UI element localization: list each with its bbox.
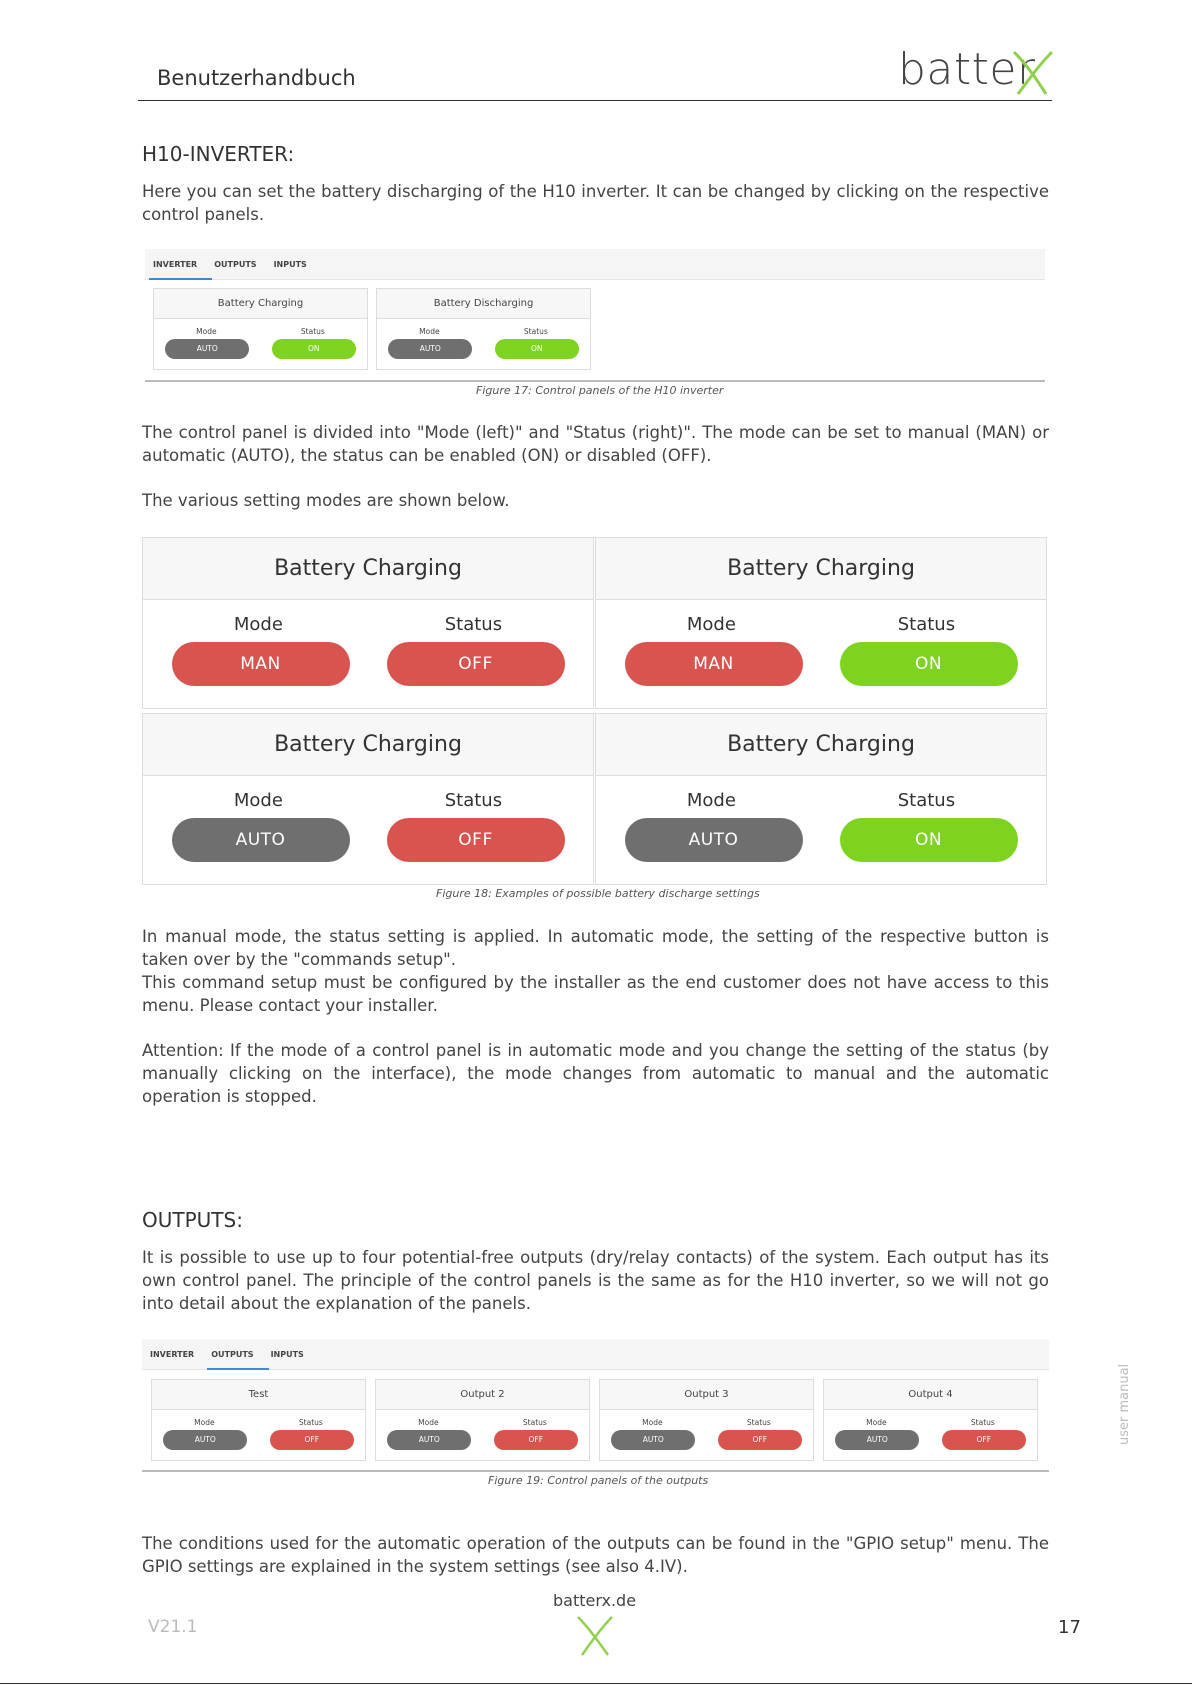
status-button[interactable]: OFF <box>718 1430 802 1450</box>
status-label: Status <box>444 614 503 635</box>
mode-button[interactable]: AUTO <box>163 1430 247 1450</box>
status-label: Status <box>522 1418 547 1427</box>
figure18-caption: Figure 18: Examples of possible battery discharge settings <box>436 887 760 900</box>
example-panel-man-off <box>142 537 594 709</box>
attention-paragraph: Attention: If the mode of a control panel is in automatic mode and you change the setting of the status (by manually clicking on the interface), the mode changes from automatic to manual and the automatic operation is stopped. <box>142 1041 1049 1106</box>
panel-title: Battery Charging <box>596 538 1046 600</box>
tab-inputs[interactable]: INPUTS <box>270 1349 304 1359</box>
mode-label: Mode <box>233 614 283 635</box>
mode-button[interactable]: AUTO <box>835 1430 919 1450</box>
figure17-screenshot <box>145 249 1045 382</box>
panel-title: Output 2 <box>376 1380 589 1410</box>
side-label: user manual <box>1117 1363 1132 1445</box>
example-panel-auto-on <box>595 713 1047 885</box>
status-label: Status <box>298 1418 323 1427</box>
panel-title: Battery Charging <box>143 538 593 600</box>
mode-label: Mode <box>196 327 217 336</box>
setting-modes-paragraph: The various setting modes are shown below. <box>142 491 510 510</box>
figure19-screenshot <box>142 1339 1049 1472</box>
section-heading-outputs: OUTPUTS: <box>142 1208 243 1232</box>
version-label: V21.1 <box>148 1617 198 1637</box>
status-button[interactable]: ON <box>495 339 579 359</box>
footer-site: batterx.de <box>553 1591 637 1610</box>
output-panel-test <box>151 1379 366 1461</box>
status-label: Status <box>746 1418 771 1427</box>
mode-label: Mode <box>418 1418 439 1427</box>
tab-outputs[interactable]: OUTPUTS <box>214 259 257 269</box>
gpio-paragraph: The conditions used for the automatic operation of the outputs can be found in the "GPIO setup" menu. The GPIO settings are explained in the system settings (see also 4.IV). <box>142 1534 1049 1576</box>
tab-bar <box>145 249 1045 280</box>
panel-title: Battery Charging <box>143 714 593 776</box>
output-panel-2 <box>375 1379 590 1461</box>
inverter-intro-paragraph: Here you can set the battery discharging of the H10 inverter. It can be changed by clicking on the respective control panels. <box>142 182 1049 224</box>
output-panel-4 <box>823 1379 1038 1461</box>
status-label: Status <box>897 614 956 635</box>
outputs-intro-paragraph: It is possible to use up to four potential-free outputs (dry/relay contacts) of the system. Each output has its own control panel. The principle of the control panels is the same as for the H10 inverter, so we will not go into detail about the explanation of the panels. <box>142 1248 1049 1313</box>
example-panel-man-on <box>595 537 1047 709</box>
batterx-logo-text: batter <box>898 44 1036 95</box>
mode-button[interactable]: AUTO <box>388 339 472 359</box>
panel-title: Battery Charging <box>596 714 1046 776</box>
status-button[interactable]: OFF <box>387 818 565 862</box>
status-label: Status <box>300 327 325 336</box>
mode-status-paragraph: The control panel is divided into "Mode (left)" and "Status (right)". The mode can be set to manual (MAN) or automatic (AUTO), the status can be enabled (ON) or disabled (OFF). <box>142 423 1049 465</box>
status-label: Status <box>523 327 548 336</box>
panel-title: Output 3 <box>600 1380 813 1410</box>
example-panel-auto-off <box>142 713 594 885</box>
mode-label: Mode <box>686 614 736 635</box>
mode-button[interactable]: MAN <box>172 642 350 686</box>
status-button[interactable]: OFF <box>387 642 565 686</box>
tab-inverter[interactable]: INVERTER <box>150 1349 195 1359</box>
status-button[interactable]: OFF <box>942 1430 1026 1450</box>
mode-label: Mode <box>419 327 440 336</box>
output-panel-3 <box>599 1379 814 1461</box>
status-label: Status <box>970 1418 995 1427</box>
tab-outputs[interactable]: OUTPUTS <box>211 1339 262 1370</box>
panel-title: Battery Discharging <box>377 289 590 319</box>
figure17-caption: Figure 17: Control panels of the H10 inverter <box>476 384 724 397</box>
section-heading-inverter: H10-INVERTER: <box>142 142 295 166</box>
tab-inverter[interactable]: INVERTER <box>153 249 206 280</box>
panel-title: Output 4 <box>824 1380 1037 1410</box>
mode-button[interactable]: MAN <box>625 642 803 686</box>
mode-label: Mode <box>642 1418 663 1427</box>
batterx-x-icon <box>1012 50 1054 96</box>
status-button[interactable]: OFF <box>270 1430 354 1450</box>
mode-button[interactable]: AUTO <box>387 1430 471 1450</box>
mode-label: Mode <box>233 790 283 811</box>
battery-discharging-panel <box>376 288 591 370</box>
command-setup-paragraph: This command setup must be configured by the installer as the end customer does not have access to this menu. Please contact your installer. <box>142 973 1049 1015</box>
status-button[interactable]: ON <box>272 339 356 359</box>
footer-x-icon <box>576 1615 614 1657</box>
status-button[interactable]: ON <box>840 642 1018 686</box>
page-number: 17 <box>1058 1617 1081 1638</box>
tab-inputs[interactable]: INPUTS <box>273 259 307 269</box>
mode-label: Mode <box>866 1418 887 1427</box>
mode-label: Mode <box>686 790 736 811</box>
header-divider <box>138 100 1052 101</box>
mode-button[interactable]: AUTO <box>172 818 350 862</box>
panel-title: Test <box>152 1380 365 1410</box>
status-button[interactable]: ON <box>840 818 1018 862</box>
manual-mode-paragraph: In manual mode, the status setting is applied. In automatic mode, the setting of the respective button is taken over by the "commands setup". <box>142 927 1049 969</box>
header-title: Benutzerhandbuch <box>157 66 356 90</box>
bottom-divider <box>0 1683 1192 1684</box>
figure19-caption: Figure 19: Control panels of the outputs <box>488 1474 709 1487</box>
tab-bar <box>142 1339 1049 1370</box>
status-label: Status <box>897 790 956 811</box>
mode-button[interactable]: AUTO <box>625 818 803 862</box>
mode-button[interactable]: AUTO <box>611 1430 695 1450</box>
status-button[interactable]: OFF <box>494 1430 578 1450</box>
panel-title: Battery Charging <box>154 289 367 319</box>
battery-charging-panel <box>153 288 368 370</box>
mode-label: Mode <box>194 1418 215 1427</box>
status-label: Status <box>444 790 503 811</box>
mode-button[interactable]: AUTO <box>165 339 249 359</box>
